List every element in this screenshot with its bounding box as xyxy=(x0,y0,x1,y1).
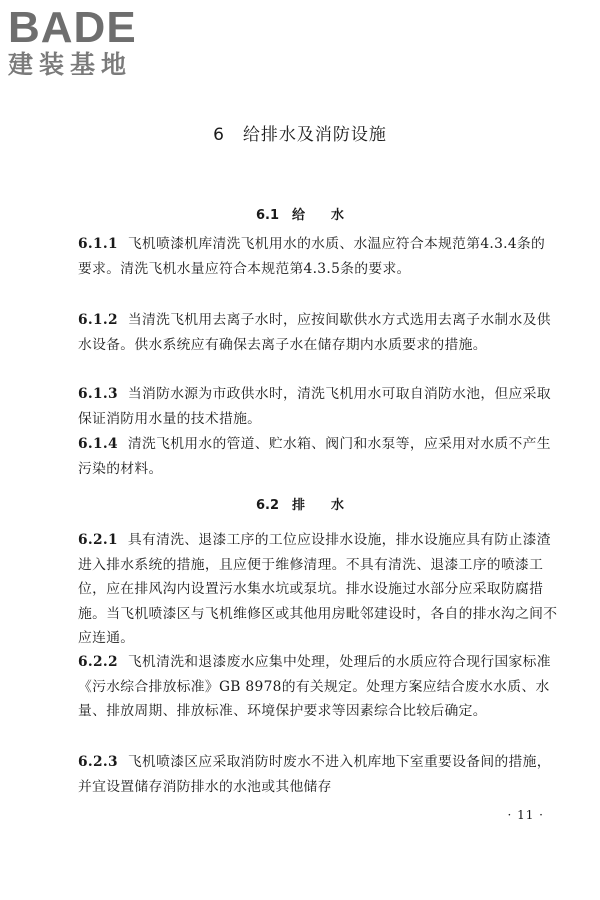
clause-6-1-2 xyxy=(78,308,558,357)
clause-number: 6.1.4 xyxy=(78,436,118,452)
clause-text: 飞机喷漆区应采取消防时废水不进入机库地下室重要设备间的措施，并宜设置储存消防排水的水池或其他储存 xyxy=(78,754,551,795)
section-heading-6-2: 6.2 排 水 xyxy=(255,498,345,513)
clause-6-1-3 xyxy=(78,382,558,431)
clause-text: 清洗飞机用水的管道、贮水箱、阀门和水泵等，应采用对水质不产生污染的材料。 xyxy=(78,436,551,477)
clause-number: 6.1.3 xyxy=(78,386,118,402)
clause-number: 6.2.2 xyxy=(78,654,118,670)
page-number: · 11 · xyxy=(507,808,544,822)
clause-number: 6.1.2 xyxy=(78,312,118,328)
logo-wordmark: BADE xyxy=(8,3,137,52)
clause-6-2-1 xyxy=(78,528,558,651)
bade-logo xyxy=(8,4,137,80)
clause-text: 当消防水源为市政供水时，清洗飞机用水可取自消防水池，但应采取保证消防用水量的技术措施。 xyxy=(78,386,551,427)
clause-number: 6.2.3 xyxy=(78,754,118,770)
clause-6-1-1 xyxy=(78,232,558,281)
clause-text: 飞机喷漆机库清洗飞机用水的水质、水温应符合本规范第4.3.4条的要求。清洗飞机水量应符合本规范第4.3.5条的要求。 xyxy=(78,236,546,277)
clause-text: 具有清洗、退漆工序的工位应设排水设施，排水设施应具有防止漆渣进入排水系统的措施，且应便于维修清理。不具有清洗、退漆工序的喷漆工位，应在排风沟内设置污水集水坑或泵坑。排水设施过水部分应采取防腐措施。当飞机喷漆区与飞机维修区或其他用房毗邻建设时，各自的排水沟之间不应连通。 xyxy=(78,532,558,646)
clause-6-1-4 xyxy=(78,432,558,481)
section-heading-6-1: 6.1 给 水 xyxy=(255,208,345,223)
clause-text: 飞机清洗和退漆废水应集中处理，处理后的水质应符合现行国家标准《污水综合排放标准》GB 8978的有关规定。处理方案应结合废水水质、水量、排放周期、排放标准、环境保护要求等因素综合比较后确定。 xyxy=(78,654,551,719)
clause-text: 当清洗飞机用去离子水时，应按间歇供水方式选用去离子水制水及供水设备。供水系统应有确保去离子水在储存期内水质要求的措施。 xyxy=(78,312,551,353)
clause-6-2-2 xyxy=(78,650,558,724)
logo-subtitle: 建装基地 xyxy=(8,50,133,79)
clause-number: 6.1.1 xyxy=(78,236,118,252)
clause-number: 6.2.1 xyxy=(78,532,118,548)
chapter-title: 6 给排水及消防设施 xyxy=(213,125,387,145)
clause-6-2-3 xyxy=(78,750,558,799)
